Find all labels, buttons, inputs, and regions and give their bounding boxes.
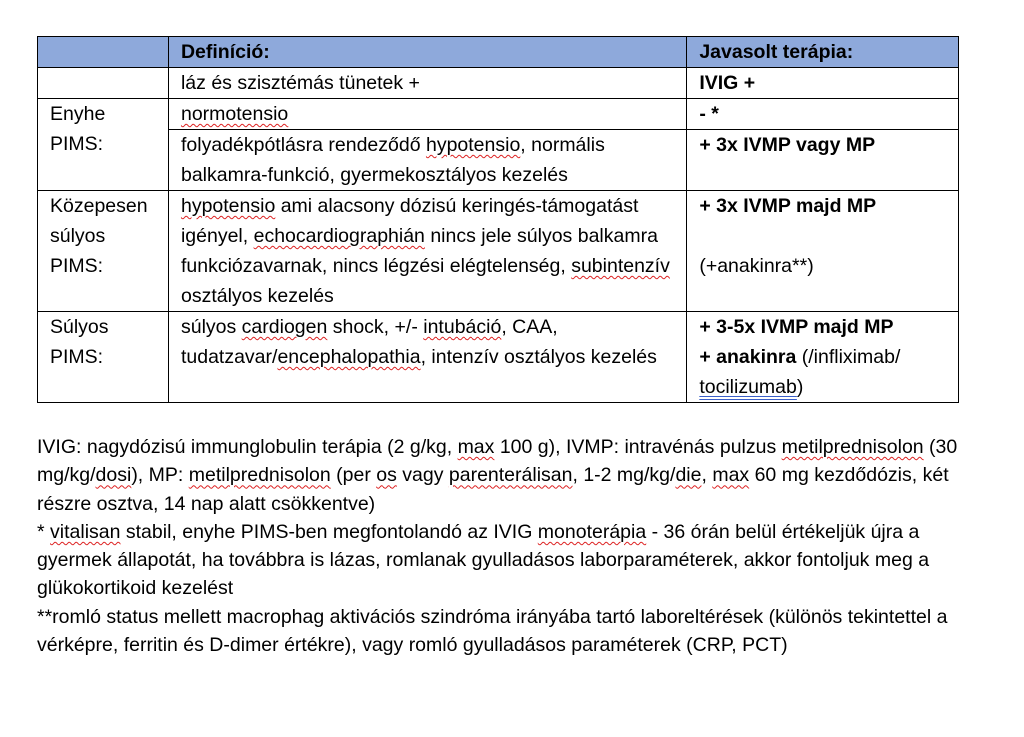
moderate-therapy (687, 191, 959, 312)
intro-label-cell (38, 68, 169, 99)
text-run: IVIG: nagydózisú immunglobulin terápia (2 g/kg, (37, 436, 458, 458)
spell-mark: os (376, 464, 397, 487)
table-row-severe (38, 312, 959, 403)
text-run: stabil, enyhe PIMS-ben megfontolandó az IVIG (120, 520, 538, 543)
spell-mark: max (457, 436, 495, 458)
severe-pims-label (38, 312, 169, 403)
mild-pims-label (38, 99, 169, 191)
severe-therapy (687, 312, 959, 403)
spell-mark: monoterápia (537, 520, 647, 543)
spell-mark: encephalopathia (277, 346, 421, 368)
spell-mark: hypotensio (425, 134, 521, 156)
spell-mark: hypotensio (180, 195, 276, 217)
severe-therapy-infliximab: (/infliximab/ (796, 346, 901, 368)
pims-therapy-table (37, 36, 959, 403)
mild-therapy-1: - * (687, 99, 959, 130)
severe-therapy-line1: + 3-5x IVMP majd MP (699, 316, 894, 338)
text-run: 100 g), IVMP: intravénás pulzus (494, 436, 782, 458)
mild-label-line2: PIMS: (50, 133, 104, 155)
spell-mark: metilprednisolon (188, 464, 331, 487)
moderate-label-line2: súlyos (50, 225, 106, 247)
text-run: ), MP: (131, 464, 189, 487)
table-row-intro (38, 68, 959, 99)
mild-definition-2 (168, 130, 686, 191)
text-run: súlyos (180, 316, 242, 338)
text-run: vagy (396, 464, 449, 487)
moderate-label-line1: Közepesen (50, 195, 148, 217)
moderate-definition (168, 191, 686, 312)
mild-label-line1: Enyhe (50, 103, 106, 125)
severe-label-line1: Súlyos (50, 316, 109, 338)
footnote-double-star: **romló status mellett macrophag aktivációs szindróma irányába tartó laboreltérések (különös tekintettel a vérképre, ferritin és D-dimer értékre), vagy romló gyulladásos paraméterek (CRP, PCT) (37, 605, 948, 657)
spell-mark: normotensio (180, 103, 289, 125)
table-row-mild-1 (38, 99, 959, 130)
severe-definition (168, 312, 686, 403)
spell-mark: echocardiographián (253, 225, 425, 247)
spell-mark: parenterálisan (448, 464, 573, 487)
text-run: - 36 órán belül értékeljük újra a gyermek állapotát, ha továbbra is lázas, romlanak gyulladásos laborparaméterek, akkor fontoljuk meg a glükokortikoid kezelést (37, 520, 930, 600)
text-run: nincs jele súlyos balkamra funkciózavarnak, nincs légzési elégtelenség, (180, 225, 658, 277)
text-run: , 1-2 mg/kg/ (572, 464, 676, 487)
spell-mark: vitalisan (50, 520, 121, 543)
text-run: , intenzív osztályos kezelés (420, 346, 657, 368)
spell-mark: subintenzív (571, 255, 670, 277)
text-run: ami alacsony dózisú keringés-támogatást igényel, (180, 195, 639, 247)
mild-definition-1 (168, 99, 686, 130)
text-run: folyadékpótlásra rendeződő (180, 134, 426, 156)
text-run: shock, +/- (327, 316, 424, 338)
table-header-row (38, 37, 959, 68)
spell-mark: max (712, 464, 750, 487)
text-run: 60 mg kezdődózis, két részre osztva, 14 nap alatt csökkentve) (37, 464, 949, 515)
mild-therapy-2: + 3x IVMP vagy MP (687, 130, 959, 191)
footnote-abbreviations (37, 433, 997, 518)
table-row-moderate (38, 191, 959, 312)
spell-mark: metilprednisolon (781, 436, 924, 458)
header-empty-cell (38, 37, 169, 68)
severe-label-line2: PIMS: (50, 346, 104, 368)
text-run: osztályos kezelés (180, 285, 334, 307)
footnote-single-star (37, 518, 997, 603)
text-run: , (701, 464, 713, 487)
table-row-mild-2 (38, 130, 959, 191)
spell-mark: die (675, 464, 702, 487)
header-therapy: Javasolt terápia: (687, 37, 959, 68)
text-run: (per (330, 464, 377, 487)
text-run: , normális balkamra-funkció, gyermekosztályos kezelés (180, 134, 605, 186)
moderate-label-line3: PIMS: (50, 255, 104, 277)
header-definition: Definíció: (168, 37, 686, 68)
text-run: , CAA, tudatzavar/ (180, 316, 558, 368)
severe-therapy-anakinra: + anakinra (699, 346, 797, 368)
spell-mark: cardiogen (241, 316, 328, 338)
spell-mark: intubáció (423, 316, 502, 338)
text-run: * (37, 520, 51, 543)
moderate-pims-label (38, 191, 169, 312)
text-run: (30 mg/kg/ (37, 436, 958, 487)
severe-therapy-tocilizumab: tocilizumab (699, 376, 797, 398)
text-run: ) (796, 376, 804, 398)
intro-therapy: IVIG + (687, 68, 959, 99)
moderate-therapy-extra: (+anakinra**) (699, 255, 814, 277)
moderate-therapy-main: + 3x IVMP majd MP (699, 195, 877, 217)
spell-mark: dosi (95, 464, 132, 487)
intro-definition: láz és szisztémás tünetek + (168, 68, 686, 99)
footnotes (37, 433, 997, 659)
